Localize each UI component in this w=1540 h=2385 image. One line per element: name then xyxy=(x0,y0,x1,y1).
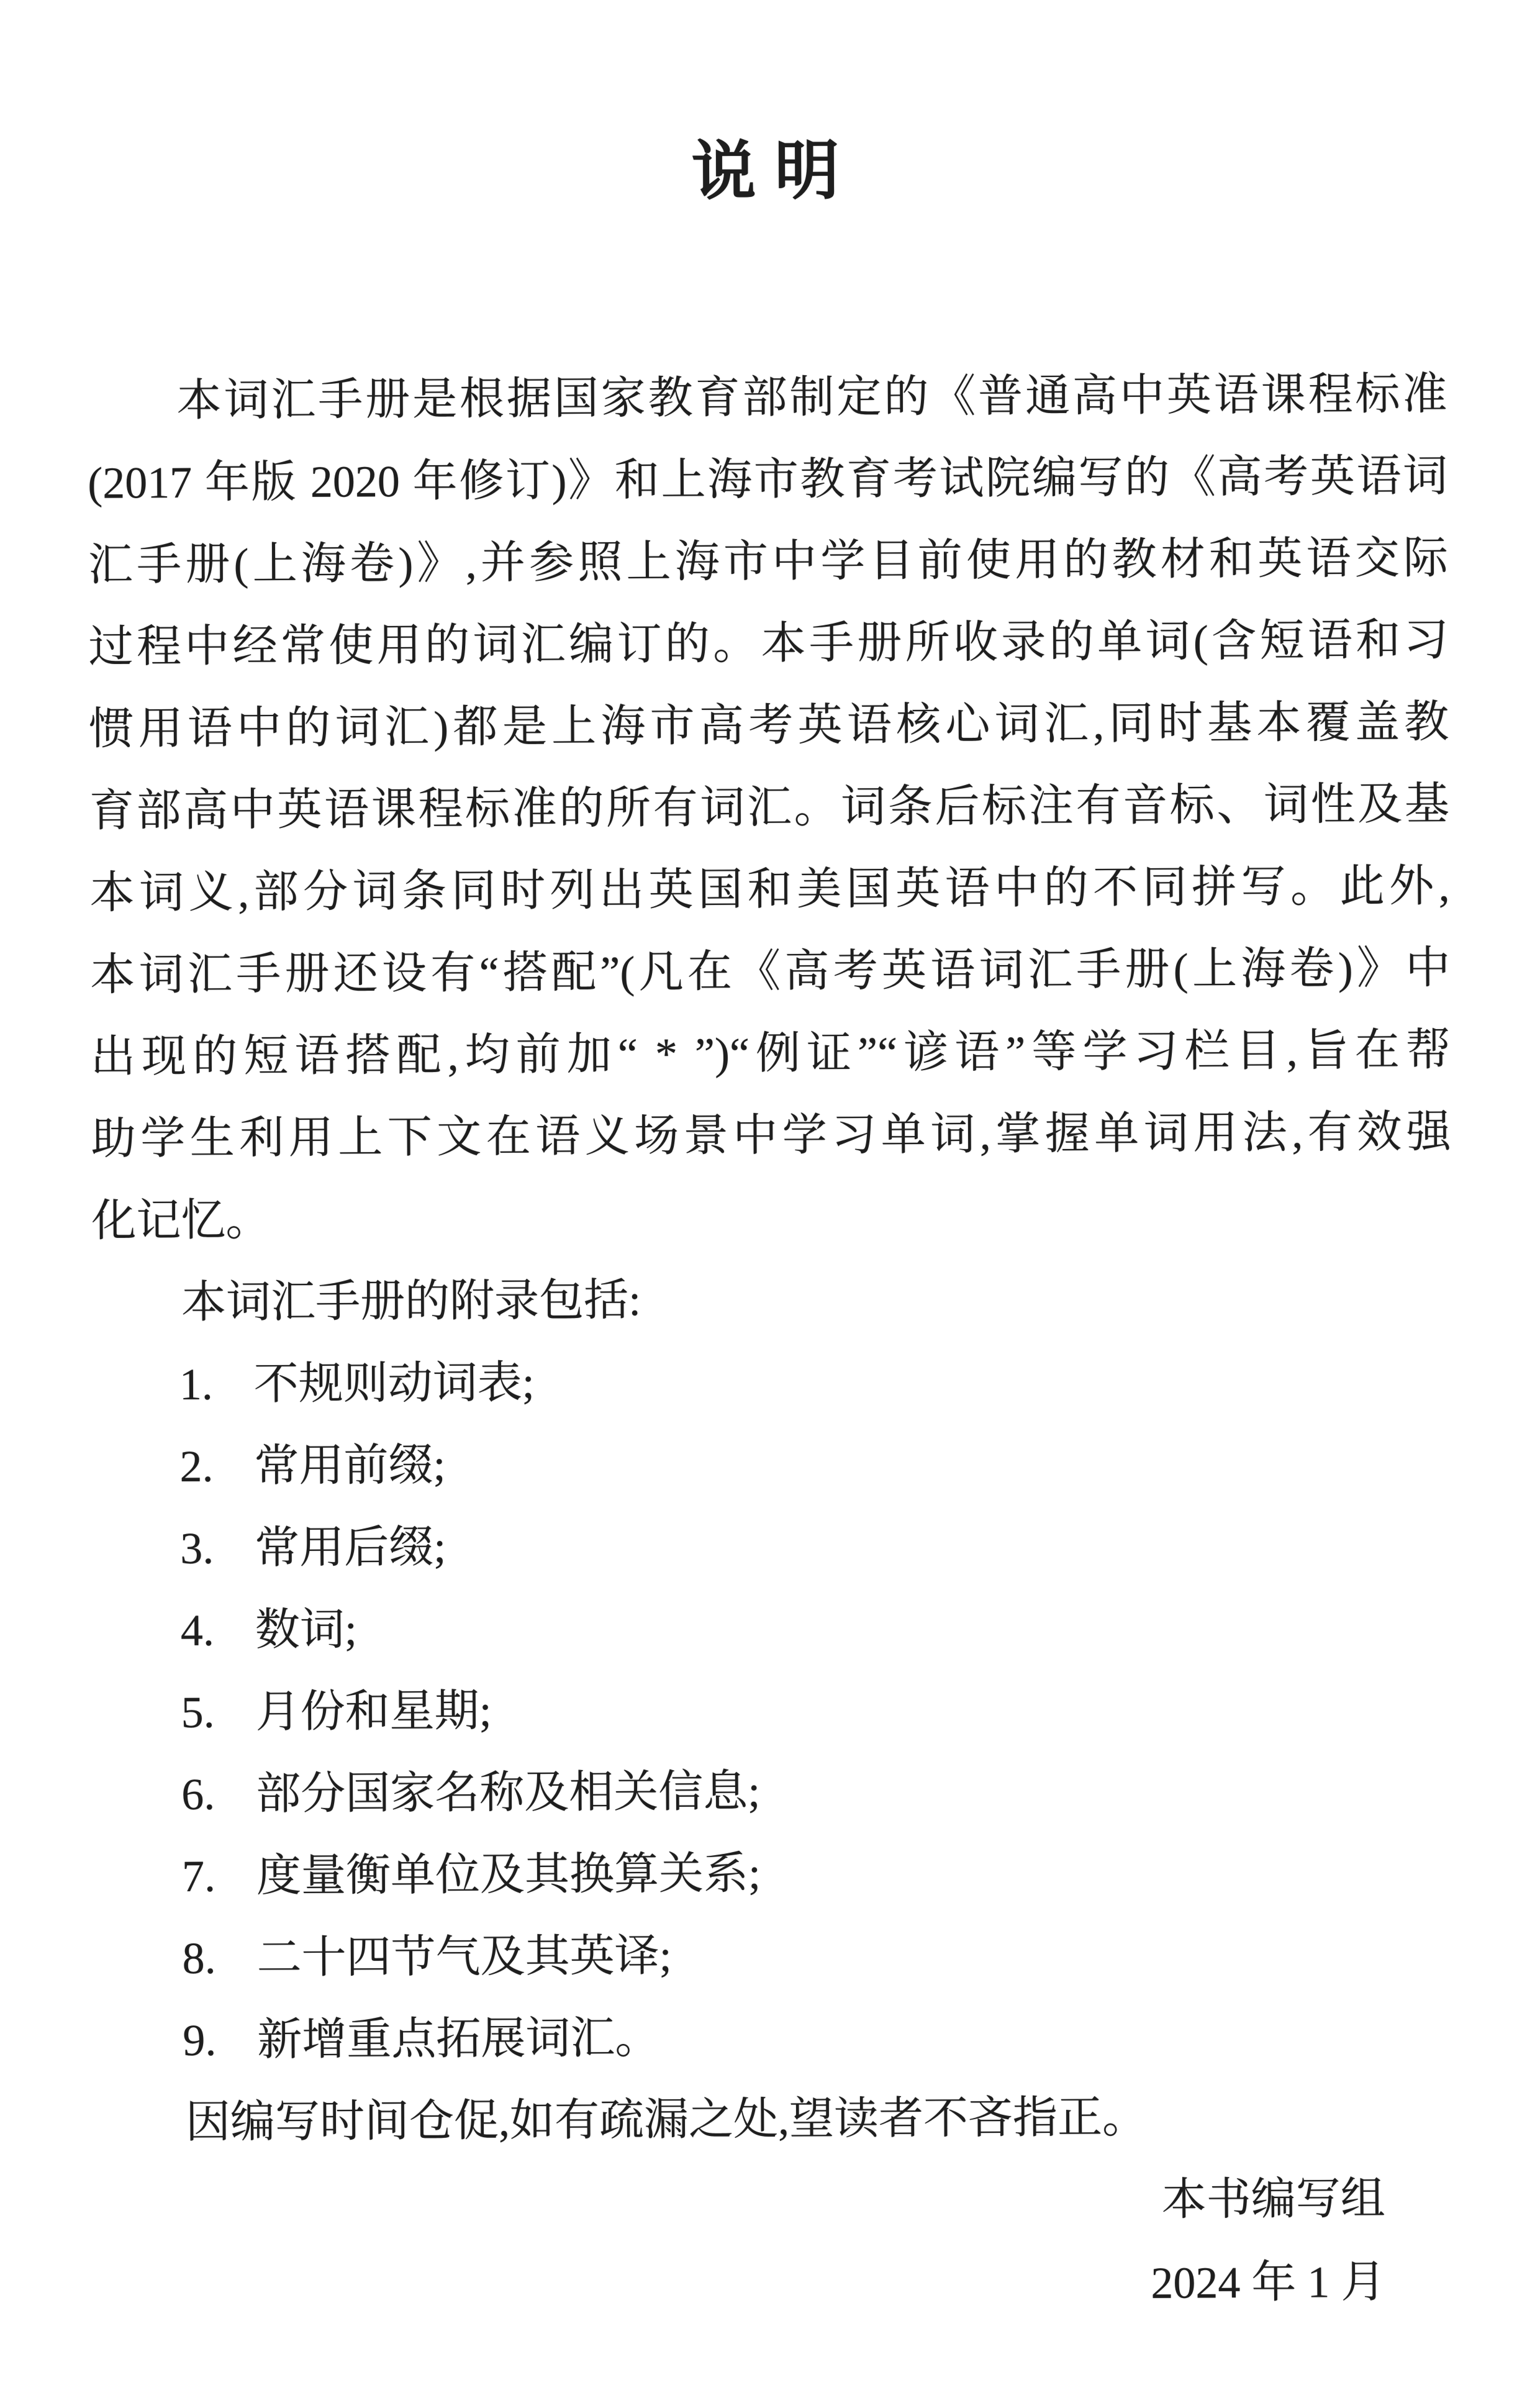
paragraph-line: 惯用语中的词汇)都是上海市高考英语核心词汇,同时基本覆盖教 xyxy=(89,697,1449,754)
appendix-item xyxy=(93,1501,1454,1589)
appendix-item xyxy=(92,1337,1452,1425)
paragraph-line: 育部高中英语课程标准的所有词汇。词条后标注有音标、词性及基 xyxy=(89,779,1450,836)
item-label: 月份和星期; xyxy=(255,1686,492,1737)
appendix-item xyxy=(95,1828,1456,1917)
publication-date: 2024 年 1 月 xyxy=(1151,2256,1386,2308)
item-number: 7. xyxy=(181,1851,216,1901)
item-number: 5. xyxy=(181,1687,215,1737)
item-label: 度量衡单位及其换算关系; xyxy=(256,1848,761,1901)
closing-line: 因编写时间仓促,如有疏漏之处,望读者不吝指正。 xyxy=(185,2092,1148,2147)
paragraph-line: 本词汇手册是根据国家教育部制定的《普通高中英语课程标准 xyxy=(176,369,1447,425)
item-label: 数词; xyxy=(255,1604,358,1655)
appendix-item xyxy=(96,1992,1456,2081)
paragraph-line: 本词义,部分词条同时列出英国和美国英语中的不同拼写。此外, xyxy=(89,861,1450,918)
paragraph-line: 化记忆。 xyxy=(91,1195,271,1246)
appendix-item xyxy=(94,1583,1454,1671)
paragraph-line: 过程中经常使用的词汇编订的。本手册所收录的单词(含短语和习 xyxy=(88,615,1449,672)
item-number: 8. xyxy=(182,1933,216,1983)
item-label: 常用后缀; xyxy=(254,1522,446,1573)
item-number: 6. xyxy=(181,1769,215,1819)
paragraph-line: 出现的短语搭配,均前加“ * ”)“例证”“谚语”等学习栏目,旨在帮 xyxy=(90,1025,1451,1082)
intro-paragraph xyxy=(87,353,1452,1261)
item-number: 1. xyxy=(179,1359,214,1409)
paragraph-line: 助学生利用上下文在语义场景中学习单词,掌握单词用法,有效强 xyxy=(91,1107,1451,1164)
appendix-item xyxy=(94,1665,1454,1753)
paragraph-line: 汇手册(上海卷)》,并参照上海市中学目前使用的教材和英语交际 xyxy=(88,533,1449,590)
document-body xyxy=(87,353,1457,2330)
signature-block xyxy=(96,2156,1457,2330)
paragraph-line: (2017 年版 2020 年修订)》和上海市教育考试院编写的《高考英语词 xyxy=(88,451,1448,508)
signature: 本书编写组 xyxy=(1161,2173,1385,2225)
appendix-item xyxy=(94,1747,1455,1835)
item-label: 二十四节气及其英译; xyxy=(256,1930,672,1983)
item-number: 2. xyxy=(179,1441,214,1491)
item-number: 9. xyxy=(183,2015,217,2065)
item-number: 4. xyxy=(180,1605,215,1655)
paragraph-line: 本词汇手册还设有“搭配”(凡在《高考英语词汇手册(上海卷)》中 xyxy=(90,943,1451,1000)
item-label: 新增重点拓展词汇。 xyxy=(257,2012,660,2065)
appendix-item xyxy=(93,1419,1453,1507)
appendix-list xyxy=(92,1337,1456,2081)
item-number: 3. xyxy=(179,1523,214,1573)
item-label: 部分国家名称及相关信息; xyxy=(256,1766,761,1819)
item-label: 常用前缀; xyxy=(254,1440,446,1491)
appendix-intro: 本词汇手册的附录包括: xyxy=(181,1275,641,1327)
appendix-item xyxy=(95,1910,1456,1999)
item-label: 不规则动词表; xyxy=(253,1357,535,1409)
document-title: 说 明 xyxy=(691,135,841,208)
